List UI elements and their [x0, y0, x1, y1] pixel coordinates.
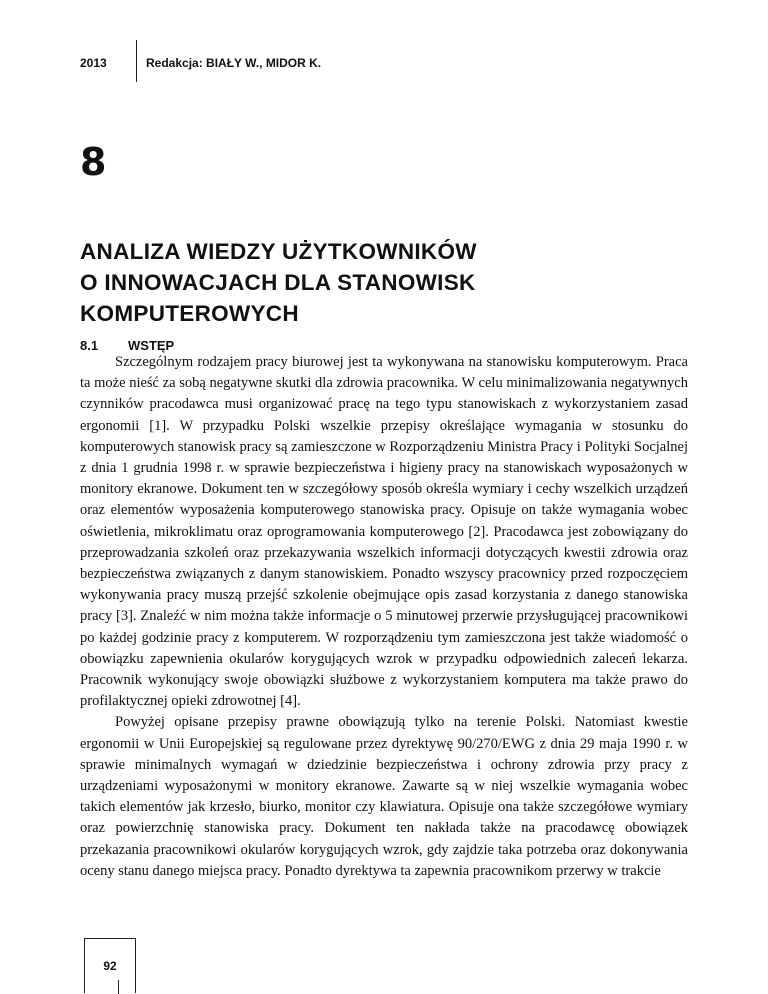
chapter-number: 8: [80, 140, 107, 184]
section-title: WSTĘP: [128, 338, 175, 353]
footer-line: [118, 980, 119, 994]
header-editors: Redakcja: BIAŁY W., MIDOR K.: [146, 56, 322, 70]
section-heading: [80, 338, 174, 353]
body-text: [80, 352, 688, 882]
section-number: 8.1: [80, 338, 99, 353]
paragraph: Powyżej opisane przepisy prawne obowiązują tylko na terenie Polski. Natomiast kwestie ergonomii w Unii Europejskiej są regulowane przez dyrektywę 90/270/EWG z dnia 29 maja 1990 r. w sprawie minimalnych wymagań w dziedzinie bezpieczeństwa i ochrony zdrowia przy pracy z urządzeniami wyposażonymi w monitory ekranowe. Zawarte są w niej wszelkie wymagania wobec takich elementów jak krzesło, biurko, monitor czy klawiatura. Opisuje ona także szczegółowe wymiary oraz powierzchnię stanowiska pracy. Dokument ten nakłada także na pracodawcę obowiązek przekazania pracownikowi okularów korygujących wzrok, gdy zajdzie taka potrzeba oraz dokonywania oceny stanu danego miejsca pracy. Ponadto dyrektywa ta zapewnia pracownikom przerwy w trakcie: [80, 714, 688, 879]
chapter-title-line: ANALIZA WIEDZY UŻYTKOWNIKÓW: [80, 239, 477, 264]
chapter-title-line: O INNOWACJACH DLA STANOWISK: [80, 270, 476, 295]
header-year: 2013: [80, 56, 107, 70]
page-number: 92: [103, 959, 117, 973]
chapter-title-line: KOMPUTEROWYCH: [80, 301, 299, 326]
header-divider: [136, 40, 137, 82]
chapter-title: [80, 236, 640, 329]
paragraph: Szczególnym rodzajem pracy biurowej jest ta wykonywana na stanowisku komputerowym. Praca ta może nieść za sobą negatywne skutki dla zdrowia pracownika. W celu minimalizowania negatywnych czynników pracodawca musi organizować pracę na tego typu stanowiskach z wykorzystaniem zasad ergonomii [1]. W przypadku Polski wszelkie przepisy określające wymagania w stosunku do komputerowych stanowisk pracy są zamieszczone w Rozporządzeniu Ministra Pracy i Polityki Socjalnej z dnia 1 grudnia 1998 r. w sprawie bezpieczeństwa i higieny pracy na stanowiskach wyposażonych w monitory ekranowe. Dokument ten w szczegółowy sposób określa wymiary i cechy wszelkich urządzeń oraz elementów wyposażenia komputerowego stanowiska pracy. Opisuje on także wymagania wobec oświetlenia, mikroklimatu oraz oprogramowania komputerowego [2]. Pracodawca jest zobowiązany do przeprowadzania szkoleń oraz przekazywania wszelkich informacji dotyczących kwestii zdrowia oraz bezpieczeństwa związanych z danym stanowiskiem. Ponadto wszyscy pracownicy przed rozpoczęciem wykonywania pracy muszą przejść szkolenie obejmujące opis zasad korzystania z danego stanowiska pracy [3]. Znaleźć w nim można także informacje o 5 minutowej przerwie przysługującej pracownikowi po każdej godzinie pracy z komputerem. W rozporządzeniu tym zamieszczona jest także wiadomość o obowiązku zapewnienia okularów korygujących wzrok w przypadku odpowiednich zaleceń lekarza. Pracownik wykonujący swoje obowiązki służbowe z wykorzystaniem komputera ma także prawo do profilaktycznej opieki zdrowotnej [4].: [80, 354, 688, 710]
page-number-box: [84, 938, 136, 993]
